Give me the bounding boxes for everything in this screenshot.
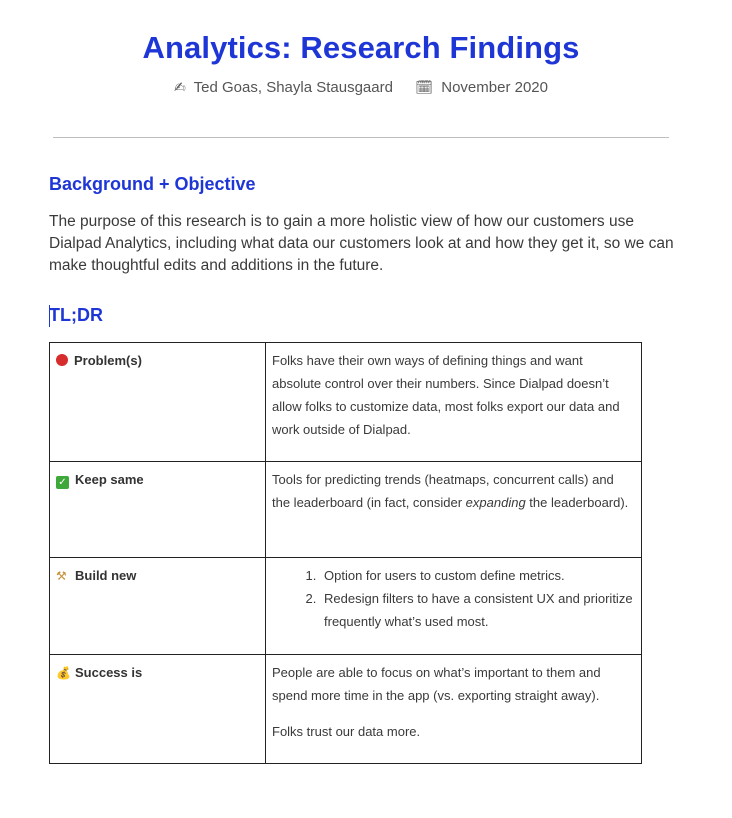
table-cell-label[interactable] bbox=[50, 558, 266, 655]
table-cell-content[interactable] bbox=[266, 558, 642, 655]
construction-icon: ⚒ bbox=[56, 569, 67, 583]
table-row bbox=[50, 558, 642, 655]
row-text: Folks have their own ways of defining things and want absolute control over their numbers. Since Dialpad doesn’t allow folks to customize data, most folks export our data and work outside of Dialpad. bbox=[272, 353, 620, 437]
table-row bbox=[50, 343, 642, 462]
row-paragraph: People are able to focus on what’s important to them and spend more time in the app (vs. exporting straight away). bbox=[272, 665, 601, 703]
table-cell-content[interactable] bbox=[266, 462, 642, 558]
table-cell-label[interactable] bbox=[50, 655, 266, 764]
row-text-before: Tools for predicting trends (heatmaps, concurrent calls) and the leaderboard (in fact, consider bbox=[272, 472, 614, 510]
document-meta bbox=[0, 79, 722, 96]
table-row bbox=[50, 655, 642, 764]
list-item: 2. Redesign filters to have a consistent UX and prioritize frequently what’s used most. bbox=[320, 587, 635, 633]
tldr-table bbox=[49, 342, 642, 764]
row-label: Keep same bbox=[75, 472, 144, 487]
table-row bbox=[50, 462, 642, 558]
table-cell-label[interactable] bbox=[50, 343, 266, 462]
background-heading: Background + Objective bbox=[49, 174, 256, 194]
row-text-after: the leaderboard). bbox=[525, 495, 629, 510]
writing-hand-icon: ✍ bbox=[174, 79, 186, 95]
row-label: Success is bbox=[75, 665, 143, 680]
check-mark-icon: ✓ bbox=[56, 476, 69, 489]
row-text-emphasis: expanding bbox=[465, 495, 526, 510]
calendar-icon: 🗓 bbox=[415, 79, 434, 95]
build-list bbox=[272, 564, 635, 633]
tldr-heading: TL;DR bbox=[49, 305, 103, 325]
table-cell-label[interactable] bbox=[50, 462, 266, 558]
document-title: Analytics: Research Findings bbox=[142, 30, 580, 65]
table-cell-content[interactable] bbox=[266, 343, 642, 462]
row-label: Build new bbox=[75, 568, 137, 583]
money-bag-icon: 💰 bbox=[56, 666, 71, 680]
authors: Ted Goas, Shayla Stausgaard bbox=[193, 79, 393, 96]
red-circle-icon bbox=[56, 354, 68, 366]
background-paragraph[interactable]: The purpose of this research is to gain a more holistic view of how our customers use Dialpad Analytics, including what data our customers look at and how they get it, so we can make thoughtful edits and additions in the future. bbox=[49, 213, 674, 274]
document-date: November 2020 bbox=[441, 79, 548, 96]
table-cell-content[interactable] bbox=[266, 655, 642, 764]
horizontal-divider bbox=[53, 137, 669, 138]
list-item: 1. Option for users to custom define metrics. bbox=[320, 564, 635, 587]
row-label: Problem(s) bbox=[74, 353, 142, 368]
row-paragraph: Folks trust our data more. bbox=[272, 724, 421, 739]
